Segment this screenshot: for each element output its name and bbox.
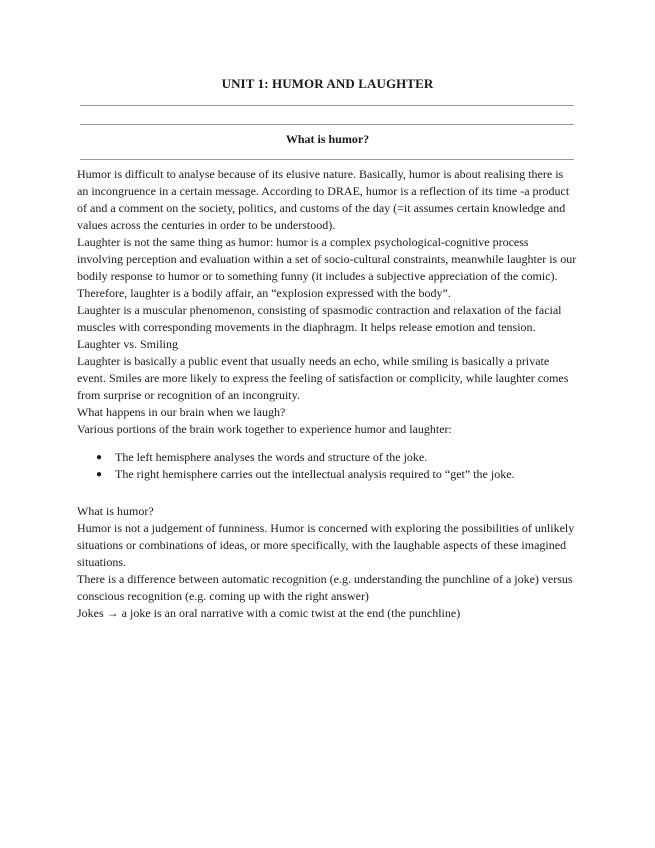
paragraph-jokes: Jokes → a joke is an oral narrative with a comic twist at the end (the punchline): [77, 606, 461, 620]
document-body: [77, 166, 577, 622]
section-heading: What is humor?: [285, 132, 370, 146]
list-item-text: The right hemisphere carries out the intellectual analysis required to “get” the joke.: [115, 467, 515, 481]
document-title: UNIT 1: HUMOR AND LAUGHTER: [221, 76, 434, 91]
paragraph-laughter-vs-smiling: Laughter is basically a public event that usually needs an echo, while smiling is basically a private event. Smiles are more likely to express the feeling of satisfaction or complicity, while laughter comes from surprise or recognition of an incongruity.: [77, 354, 569, 402]
paragraph-brain-portions: Various portions of the brain work together to experience humor and laughter:: [77, 422, 452, 436]
paragraph-brain-question: What happens in our brain when we laugh?: [77, 405, 286, 419]
spacer: [77, 493, 577, 503]
bullet-icon: ●: [96, 452, 103, 463]
paragraph-recognition: There is a difference between automatic recognition (e.g. understanding the punchline of a joke) versus conscious recognition (e.g. coming up with the right answer): [77, 572, 573, 603]
bullet-icon: ●: [96, 469, 103, 480]
list-item-text: The left hemisphere analyses the words and structure of the joke.: [115, 450, 428, 464]
horizontal-rule-3: [80, 159, 574, 160]
bullet-list: [77, 449, 577, 483]
paragraph-laughter-muscular: Laughter is a muscular phenomenon, consisting of spasmodic contraction and relaxation of the facial muscles with corresponding movements in the diaphragm. It helps release emotion and tension.: [77, 303, 562, 334]
paragraph-humor-definition: Humor is difficult to analyse because of its elusive nature. Basically, humor is about realising there is an incongruence in a certain message. According to DRAE, humor is a reflection of its time -a product of and a comment on the society, politics, and customs of the day (=it assumes certain knowledge and values across the centuries in order to be understood).: [77, 167, 570, 232]
horizontal-rule-1: [80, 105, 574, 106]
list-item: [77, 466, 577, 483]
paragraph-not-judgement: Humor is not a judgement of funniness. Humor is concerned with exploring the possibilities of unlikely situations or combinations of ideas, or more specifically, with the laughable aspects of these imagined situations.: [77, 521, 575, 569]
paragraph-what-is-humor: What is humor?: [77, 504, 154, 518]
list-item: [77, 449, 577, 466]
paragraph-laughter-vs-humor: Laughter is not the same thing as humor: humor is a complex psychological-cognitive process involving perception and evaluation within a set of socio-cultural constraints, meanwhile laughter is our bodily response to humor or to something funny (it includes a subjective appreciation of the comic). Therefore, laughter is a bodily affair, an “explosion expressed with the body”.: [77, 235, 577, 300]
paragraph-laughter-vs-smiling-heading: Laughter vs. Smiling: [77, 337, 178, 351]
horizontal-rule-2: [80, 124, 574, 125]
